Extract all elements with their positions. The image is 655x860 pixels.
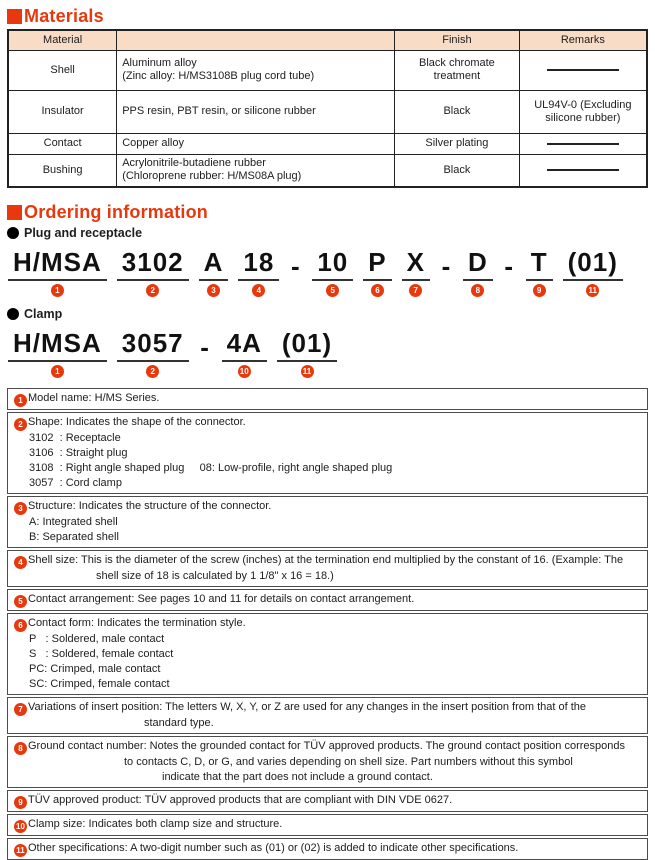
segment-number-badge: 6 <box>371 284 384 297</box>
notes-list <box>7 388 648 860</box>
note-line <box>14 700 641 716</box>
note-line: A: Integrated shell <box>29 516 118 528</box>
segment-text: D <box>463 247 493 281</box>
note-line: 3102 : Receptacle <box>29 432 121 444</box>
circled-number-badge: 11 <box>14 844 27 857</box>
clamp-label: Clamp <box>24 307 63 321</box>
circled-number-badge: 2 <box>14 418 27 431</box>
note-text: Structure: Indicates the structure of the connector. <box>28 500 272 512</box>
col-header-material: Material <box>8 30 117 50</box>
note-item <box>7 388 648 410</box>
circled-number-badge: 4 <box>14 556 27 569</box>
bullet-circle-icon <box>7 227 19 239</box>
part-number-segment <box>8 328 107 378</box>
description-line: (Chloroprene rubber: H/MS08A plug) <box>122 170 302 183</box>
finish-cell: Black <box>395 154 520 187</box>
segment-text: T <box>526 247 553 281</box>
note-line <box>14 499 641 515</box>
segment-text: H/MSA <box>8 247 107 281</box>
note-text: Contact form: Indicates the termination style. <box>28 617 246 629</box>
col-header-finish: Finish <box>395 30 520 50</box>
finish-cell: Silver plating <box>395 133 520 154</box>
col-header-description <box>117 30 395 50</box>
note-line: SC: Crimped, female contact <box>29 678 170 690</box>
plug-receptacle-label: Plug and receptacle <box>24 226 143 240</box>
col-header-remarks: Remarks <box>519 30 647 50</box>
materials-table <box>7 29 648 188</box>
note-text: Contact arrangement: See pages 10 and 11 for details on contact arrangement. <box>28 593 415 605</box>
note-item <box>7 736 648 788</box>
note-line: 3106 : Straight plug <box>29 447 128 459</box>
segment-number-badge: 3 <box>207 284 220 297</box>
clamp-part-number <box>8 328 648 378</box>
note-text: Clamp size: Indicates both clamp size and structure. <box>28 818 283 830</box>
segment-text: - <box>290 251 301 281</box>
bullet-circle-icon <box>7 308 19 320</box>
note-line <box>14 592 641 608</box>
segment-number-badge: 2 <box>146 284 159 297</box>
note-line: P : Soldered, male contact <box>29 633 165 645</box>
segment-text: (01) <box>277 328 337 362</box>
segment-text: - <box>504 251 515 281</box>
note-line <box>14 415 641 431</box>
circled-number-badge: 8 <box>14 742 27 755</box>
part-number-segment <box>363 247 391 297</box>
note-line: B: Separated shell <box>29 531 119 543</box>
circled-number-badge: 10 <box>14 820 27 833</box>
part-number-segment <box>563 247 623 297</box>
remarks-cell <box>519 50 647 90</box>
finish-cell: Black chromate treatment <box>395 50 520 90</box>
note-line: PC: Crimped, male contact <box>29 663 161 675</box>
part-number-segment <box>8 247 107 297</box>
part-number-segment <box>503 251 516 297</box>
materials-title-text: Materials <box>24 6 104 26</box>
part-number-segment <box>238 247 279 297</box>
segment-text: H/MSA <box>8 328 107 362</box>
description-line: PPS resin, PBT resin, or silicone rubber <box>122 105 316 117</box>
part-number-segment <box>117 328 189 378</box>
note-line: to contacts C, D, or G, and varies depending on shell size. Part numbers without this symbol <box>124 756 573 768</box>
segment-text: - <box>441 251 452 281</box>
note-line: S : Soldered, female contact <box>29 648 174 660</box>
materials-table-header-row <box>8 30 647 50</box>
description-cell <box>117 90 395 133</box>
circled-number-badge: 9 <box>14 796 27 809</box>
remarks-cell <box>519 154 647 187</box>
part-number-segment <box>402 247 430 297</box>
note-line: 3057 : Cord clamp <box>29 477 122 489</box>
note-line <box>14 553 641 569</box>
part-number-segment <box>526 247 553 297</box>
description-line: Acrylonitrile-butadiene rubber <box>122 157 266 170</box>
part-number-segment <box>199 247 229 297</box>
segment-text: 4A <box>222 328 267 362</box>
segment-number-badge: 8 <box>471 284 484 297</box>
segment-text: P <box>363 247 391 281</box>
segment-number-badge: 5 <box>326 284 339 297</box>
segment-number-badge: 9 <box>533 284 546 297</box>
segment-text: - <box>200 332 210 362</box>
material-cell: Shell <box>8 50 117 90</box>
material-cell: Insulator <box>8 90 117 133</box>
note-line <box>14 739 641 755</box>
part-number-segment <box>463 247 493 297</box>
table-row <box>8 133 647 154</box>
description-line: Copper alloy <box>122 137 184 149</box>
note-item <box>7 613 648 695</box>
ordering-title-text: Ordering information <box>24 202 208 222</box>
material-cell: Bushing <box>8 154 117 187</box>
note-item <box>7 550 648 587</box>
segment-number-badge: 11 <box>301 365 314 378</box>
segment-text: (01) <box>563 247 623 281</box>
clamp-heading <box>7 307 648 321</box>
part-number-segment <box>222 328 267 378</box>
note-line <box>14 391 641 407</box>
note-line <box>14 616 641 632</box>
note-item <box>7 589 648 611</box>
segment-text: X <box>402 247 430 281</box>
note-text: TÜV approved product: TÜV approved products that are compliant with DIN VDE 0627. <box>28 794 453 806</box>
note-item <box>7 814 648 836</box>
segment-text: 3102 <box>117 247 189 281</box>
segment-number-badge: 1 <box>51 284 64 297</box>
note-item <box>7 496 648 548</box>
note-text: Ground contact number: Notes the grounded contact for TÜV approved products. The ground contact position corresponds <box>28 740 626 752</box>
segment-number-badge: 10 <box>238 365 251 378</box>
red-square-icon <box>7 9 22 24</box>
part-number-segment <box>277 328 337 378</box>
note-item <box>7 697 648 734</box>
material-cell: Contact <box>8 133 117 154</box>
description-line: Aluminum alloy <box>122 57 197 69</box>
table-row <box>8 90 647 133</box>
segment-number-badge: 11 <box>586 284 599 297</box>
note-line <box>14 841 641 857</box>
circled-number-badge: 6 <box>14 619 27 632</box>
part-number-segment <box>289 251 302 297</box>
segment-text: 3057 <box>117 328 189 362</box>
note-line: 3108 : Right angle shaped plug 08: Low-profile, right angle shaped plug <box>29 462 393 474</box>
segment-text: 18 <box>238 247 279 281</box>
table-row <box>8 154 647 187</box>
description-cell <box>117 133 395 154</box>
segment-number-badge: 7 <box>409 284 422 297</box>
note-line: indicate that the part does not include a ground contact. <box>162 771 433 783</box>
description-line: (Zinc alloy: H/MS3108B plug cord tube) <box>122 70 315 82</box>
circled-number-badge: 3 <box>14 502 27 515</box>
plug-part-number <box>8 247 648 297</box>
remarks-dash-rule <box>547 169 619 171</box>
note-line <box>14 817 641 833</box>
table-row <box>8 50 647 90</box>
note-text: Other specifications: A two-digit number such as (01) or (02) is added to indicate other specifications. <box>28 842 519 854</box>
ordering-section-title <box>7 202 648 222</box>
part-number-segment <box>199 332 212 378</box>
circled-number-badge: 1 <box>14 394 27 407</box>
remarks-cell <box>519 133 647 154</box>
remarks-cell: UL94V-0 (Excluding silicone rubber) <box>519 90 647 133</box>
note-text: Variations of insert position: The letters W, X, Y, or Z are used for any changes in the insert position from that of the <box>28 701 587 713</box>
materials-section-title <box>7 6 648 26</box>
part-number-segment <box>117 247 189 297</box>
remarks-dash-rule <box>547 69 619 71</box>
segment-number-badge: 4 <box>252 284 265 297</box>
note-line: shell size of 18 is calculated by 1 1/8" x 16 = 18.) <box>96 570 334 582</box>
red-square-icon <box>7 205 22 220</box>
note-text: Model name: H/MS Series. <box>28 392 160 404</box>
segment-number-badge: 1 <box>51 365 64 378</box>
segment-text: 10 <box>312 247 353 281</box>
segment-number-badge: 2 <box>146 365 159 378</box>
part-number-segment <box>312 247 353 297</box>
circled-number-badge: 7 <box>14 703 27 716</box>
plug-receptacle-heading <box>7 226 648 240</box>
segment-text: A <box>199 247 229 281</box>
note-line <box>14 793 641 809</box>
description-cell <box>117 50 395 90</box>
part-number-segment <box>440 251 453 297</box>
finish-cell: Black <box>395 90 520 133</box>
note-item <box>7 412 648 494</box>
description-cell <box>117 154 395 187</box>
note-item <box>7 838 648 860</box>
note-item <box>7 790 648 812</box>
remarks-dash-rule <box>547 143 619 145</box>
note-line: standard type. <box>144 717 214 729</box>
circled-number-badge: 5 <box>14 595 27 608</box>
note-text: Shape: Indicates the shape of the connector. <box>28 416 246 428</box>
note-text: Shell size: This is the diameter of the screw (inches) at the termination end multiplied by the constant of 16. (Example: The <box>28 554 624 566</box>
materials-table-body <box>8 50 647 187</box>
